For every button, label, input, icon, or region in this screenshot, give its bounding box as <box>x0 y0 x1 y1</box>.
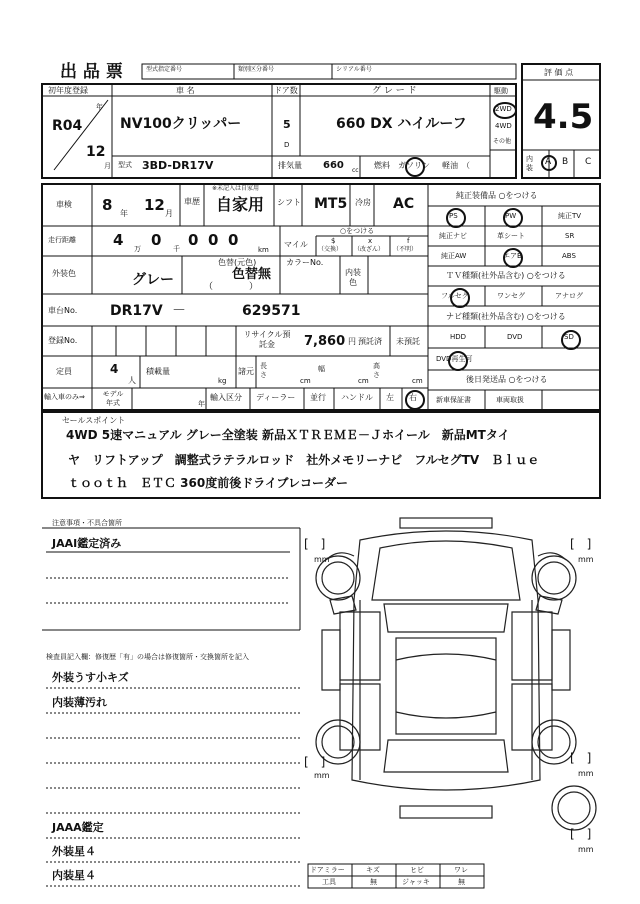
interior-a: A <box>545 157 552 167</box>
man-unit: 万 <box>134 245 141 253</box>
mileage-label: 走行距離 <box>48 236 76 244</box>
mark-dollar-text: （交換） <box>318 246 343 253</box>
interior-label: 内装 <box>526 155 533 172</box>
grade-label: グ レ ー ド <box>372 86 417 96</box>
chassis-dash: － <box>172 303 186 319</box>
drive-4wd: 4WD <box>495 122 512 130</box>
fuel-paren: （ <box>462 161 470 170</box>
parallel-label: 並行 <box>310 393 326 402</box>
interior-c: C <box>585 157 592 167</box>
jack-value: 無 <box>458 878 465 886</box>
analog: アナログ <box>555 292 583 300</box>
tread-bracket-fr: [ ] <box>570 537 592 551</box>
capacity-unit: 人 <box>128 376 136 385</box>
capacity-value: 4 <box>110 362 119 376</box>
dvd: DVD <box>507 333 523 341</box>
fullseg: フルセグ <box>441 292 469 300</box>
sen-unit: 千 <box>173 245 180 253</box>
form-title: 出 品 票 <box>60 62 123 82</box>
crack: ヒビ <box>410 866 424 874</box>
type-value: 3BD-DR17V <box>142 159 214 172</box>
dims-label: 諸元 <box>238 367 254 376</box>
mark-dollar: $ <box>331 237 336 245</box>
abs: ABS <box>562 252 576 260</box>
year-text: 年 <box>96 103 103 111</box>
mark-x-text: （改ざん） <box>354 246 385 253</box>
note-line-3: JAAA鑑定 <box>52 821 104 834</box>
recycle-unit: 円 <box>348 337 356 346</box>
sales-line-3: ｔｏｏｔｈ ＥＴＣ 360度前後ドライブレコーダー <box>68 476 349 490</box>
handle-label: ハンドル <box>341 393 373 402</box>
category-label: 類別区分番号 <box>238 66 275 73</box>
model-year-unit: 年 <box>198 400 205 408</box>
scratch: キズ <box>366 866 380 874</box>
tread-bracket-rl: [ ] <box>304 755 326 769</box>
history-note: ※未記入は自家用 <box>212 185 260 192</box>
mark-x: x <box>368 237 373 245</box>
circle-note: ○をつける <box>340 227 375 235</box>
broken: ワレ <box>454 866 468 874</box>
tread-mm-fr: mm <box>578 555 594 564</box>
dealer-label: ディーラー <box>256 393 296 402</box>
drive-label: 駆動 <box>494 87 508 95</box>
recycle-label: リサイクル預託金 <box>243 330 291 349</box>
fuel-label: 燃料 <box>374 161 390 170</box>
genuine-aw: 純正AW <box>441 252 467 260</box>
note-line-2: 内装薄汚れ <box>52 696 107 709</box>
first-reg-month: 12 <box>86 144 106 160</box>
left-label: 左 <box>386 393 394 402</box>
import-class-label: 輸入区分 <box>210 393 242 402</box>
serial-label: シリアル番号 <box>336 66 372 73</box>
width-label: 幅 <box>318 365 325 373</box>
genuine-navi: 純正ナビ <box>439 232 467 240</box>
note-line-5: 内装星４ <box>52 869 96 882</box>
tread-mm-rr: mm <box>578 769 594 778</box>
genuine-tv: 純正TV <box>558 212 582 220</box>
model-year-label: モデル年式 <box>102 390 124 407</box>
dvd-play: DVD再生可 <box>436 355 473 363</box>
load-label: 積載量 <box>146 367 170 376</box>
color-value: グレー <box>132 272 174 288</box>
jack: ジャッキ <box>402 878 430 886</box>
tread-mm-spare: mm <box>578 845 594 854</box>
score-label: 評 価 点 <box>544 68 574 77</box>
width-unit: cm <box>358 377 369 385</box>
shaken-year: 8 <box>102 196 113 214</box>
shift-label: シフト <box>277 198 301 207</box>
height-unit: cm <box>412 377 423 385</box>
fuel-gasoline-circle <box>405 157 425 177</box>
sales-label: セールスポイント <box>62 416 126 425</box>
recycle-value: 7,860 <box>304 334 346 349</box>
first-reg-label: 初年度登録 <box>48 86 88 95</box>
car-diagram <box>316 518 596 830</box>
name-value: NV100クリッパー <box>120 116 242 132</box>
length-label: 長さ <box>260 362 267 379</box>
fuel-diesel: 軽油 <box>442 161 458 170</box>
height-label: 高さ <box>373 362 380 379</box>
tools: 工具 <box>322 878 336 886</box>
caution-line-1: JAAI鑑定済み <box>52 537 122 550</box>
navi-title: ナビ種類(社外品含む) ○をつける <box>446 312 566 321</box>
first-reg-era: R04 <box>52 118 83 134</box>
aircon-value: AC <box>393 196 415 212</box>
shaken-month: 12 <box>144 196 165 214</box>
mileage-digit-3: 0 <box>188 231 199 249</box>
doors-suffix: D <box>284 141 290 149</box>
mileage-digit-5: 0 <box>228 231 239 249</box>
door-mirror: ドアミラー <box>310 866 345 874</box>
pw: PW <box>505 212 517 220</box>
chassis-prefix: DR17V <box>110 303 163 319</box>
mile-label: マイル <box>284 240 308 249</box>
ps: PS <box>449 212 458 220</box>
tools-value: 無 <box>370 878 377 886</box>
sales-line-1: 4WD 5速マニュアル グレー全塗装 新品ＸＴＲＥＭＥ－Ｊホイール 新品MTタイ <box>66 428 510 442</box>
recycle-deposited: 預託済 <box>358 337 382 346</box>
displacement-unit: cc <box>352 167 359 174</box>
mark-f: f <box>407 237 410 245</box>
tread-bracket-fl: [ ] <box>304 537 326 551</box>
fuel-gasoline: ガソリン <box>398 161 430 170</box>
airbag: エアB <box>503 252 522 260</box>
month-text: 月 <box>104 162 111 170</box>
doors-value: 5 <box>283 118 291 131</box>
color-paren: （ ） <box>204 282 259 292</box>
load-unit: kg <box>218 377 227 385</box>
name-label: 車 名 <box>176 86 195 95</box>
mark-f-text: （不明） <box>393 246 418 253</box>
shaken-label: 車検 <box>56 200 72 209</box>
tread-mm-fl: mm <box>314 555 330 564</box>
chassis-number: 629571 <box>242 303 301 319</box>
mileage-digit-4: 0 <box>208 231 219 249</box>
tread-bracket-rr: [ ] <box>570 751 592 765</box>
drive-2wd: 2WD <box>495 105 512 113</box>
later-title: 後日発送品 ○をつける <box>466 375 548 384</box>
score-value: 4.5 <box>533 97 594 137</box>
right-label: 右 <box>409 393 417 402</box>
model-code-label: 型式指定番号 <box>146 66 183 73</box>
km-unit: km <box>258 246 269 254</box>
manual: 車両取扱 <box>496 396 524 404</box>
import-label: 輸入車のみ⇒ <box>44 393 85 401</box>
shift-value: MT5 <box>314 196 348 212</box>
interior-b: B <box>562 157 569 167</box>
displacement-value: 660 <box>323 160 344 171</box>
type-label: 型式 <box>118 161 132 169</box>
tv-title: ＴＶ種類(社外品含む) ○をつける <box>446 271 566 280</box>
tread-bracket-spare: [ ] <box>570 827 592 841</box>
reg-label: 登録No. <box>48 336 78 345</box>
tread-mm-rl: mm <box>314 771 330 780</box>
interior-color-label: 内装色 <box>345 268 361 287</box>
capacity-label: 定員 <box>56 367 72 376</box>
displacement-label: 排気量 <box>278 161 302 170</box>
chassis-label: 車台No. <box>48 306 78 315</box>
drive-other: その他 <box>493 138 512 145</box>
sr: SR <box>565 232 575 240</box>
history-value: 自家用 <box>216 195 265 214</box>
sales-line-2: ヤ リフトアップ 調整式ラテラルロッド 社外メモリーナビ フルセグTV Ｂｌｕｅ <box>68 453 540 467</box>
color-change-value: 色替無 <box>232 267 272 282</box>
mileage-digit-1: 4 <box>113 231 124 249</box>
sd: SD <box>564 333 574 341</box>
color-change-label: 色替(元色) <box>218 258 257 267</box>
doors-label: ドア数 <box>274 86 298 95</box>
recycle-not: 未預託 <box>396 337 420 346</box>
warranty: 新車保証書 <box>436 396 471 404</box>
genuine-title: 純正装備品 ○をつける <box>456 191 538 200</box>
hdd: HDD <box>450 333 467 341</box>
color-no-label: カラーNo. <box>286 258 324 267</box>
caution-label: 注意事項・不具合箇所 <box>52 519 122 527</box>
aircon-label: 冷房 <box>355 198 371 207</box>
mileage-digit-2: 0 <box>151 231 162 249</box>
oneseg: ワンセグ <box>497 292 525 300</box>
history-label: 車歴 <box>184 197 200 206</box>
shaken-year-unit: 年 <box>120 209 128 218</box>
note-line-1: 外装うす小キズ <box>52 671 129 684</box>
shaken-month-unit: 月 <box>165 209 173 218</box>
length-unit: cm <box>300 377 311 385</box>
grade-value: 660 DX ハイルーフ <box>336 116 467 132</box>
inspector-label: 検査員記入欄：修復歴「有」の場合は修復箇所・交換箇所を記入 <box>46 653 249 661</box>
leather-seat: 革シート <box>497 232 525 240</box>
note-line-4: 外装星４ <box>52 845 96 858</box>
color-label: 外装色 <box>52 269 76 278</box>
